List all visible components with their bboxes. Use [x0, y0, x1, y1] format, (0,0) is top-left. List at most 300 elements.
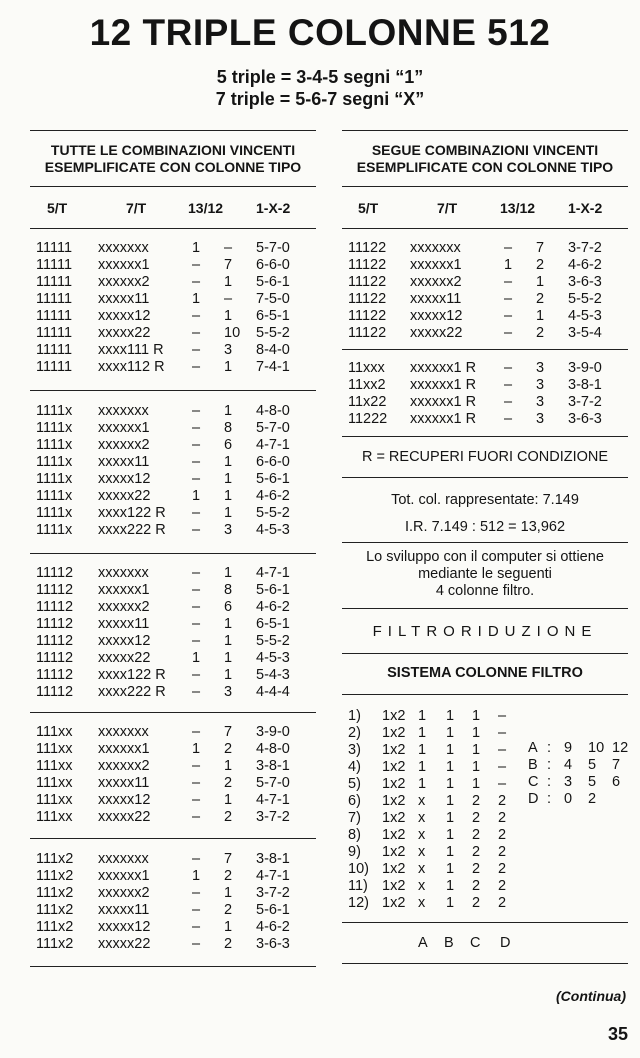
cell-5t: 11111 [36, 257, 73, 273]
cell-7t: xxxxx12 [98, 471, 151, 487]
legend-colon: : [547, 791, 552, 807]
cell-5t: 111xx [36, 775, 73, 791]
filter-a: x [418, 793, 426, 809]
filter-b: 1 [446, 810, 455, 826]
cell-13: – [192, 359, 201, 375]
cell-5t: 11112 [36, 667, 74, 683]
cell-13: – [192, 308, 201, 324]
filter-c: 1 [472, 776, 481, 792]
filter-d: – [498, 708, 507, 724]
cell-12: 3 [536, 394, 545, 410]
legend-v3: 7 [612, 757, 621, 773]
cell-12: 1 [224, 454, 233, 470]
cell-5t: 11x22 [348, 394, 387, 410]
cell-7t: xxxx112 R [98, 359, 165, 375]
cell-5t: 11112 [36, 565, 74, 581]
cell-13: – [192, 274, 201, 290]
cell-7t: xxxx111 R [98, 342, 164, 358]
filter-index: 5) [348, 776, 361, 792]
filter-a: 1 [418, 776, 427, 792]
divider [342, 922, 628, 923]
filter-a: x [418, 861, 426, 877]
left-group [36, 851, 316, 953]
cell-13: – [192, 599, 201, 615]
cell-12: 1 [224, 274, 233, 290]
cell-13: – [192, 522, 201, 538]
cell-13: – [504, 240, 513, 256]
cell-13: – [192, 902, 201, 918]
cell-7t: xxxx222 R [98, 684, 166, 700]
filter-c: 2 [472, 793, 481, 809]
filter-b: 1 [446, 708, 455, 724]
cell-12: 1 [224, 792, 233, 808]
legend-letter: C [528, 774, 539, 790]
cell-7t: xxxxx22 [410, 325, 463, 341]
left-header-5t: 5/T [47, 200, 68, 216]
cell-7t: xxxxxx2 [410, 274, 462, 290]
cell-5t: 11111 [36, 240, 73, 256]
cell-5t: 111xx [36, 809, 73, 825]
cell-1x2: 5-6-1 [256, 471, 290, 487]
divider [30, 966, 316, 967]
cell-5t: 11112 [36, 616, 74, 632]
cell-12: 1 [224, 650, 233, 666]
cell-7t: xxxxxx2 [98, 599, 150, 615]
cell-13: – [192, 454, 201, 470]
divider [342, 542, 628, 543]
cell-13: 1 [504, 257, 513, 273]
cell-13: – [192, 809, 201, 825]
cell-12: 10 [224, 325, 241, 341]
filter-index: 12) [348, 895, 369, 911]
legend-letter: D [528, 791, 539, 807]
cell-7t: xxxx122 R [98, 667, 166, 683]
cell-13: – [504, 325, 513, 341]
cell-12: 1 [224, 359, 233, 375]
legend-v3: 6 [612, 774, 621, 790]
cell-5t: 111x2 [36, 868, 74, 884]
filter-1x2: 1x2 [382, 725, 406, 741]
filter-c: 1 [472, 708, 481, 724]
cell-13: 1 [192, 741, 201, 757]
cell-7t: xxxxxx1 [98, 582, 150, 598]
cell-7t: xxxxxxx [98, 403, 149, 419]
filter-a: 1 [418, 742, 427, 758]
subtitle-line-1: 5 triple = 3-4-5 segni “1” [216, 67, 424, 87]
cell-12: 7 [536, 240, 545, 256]
cell-12: 1 [224, 505, 233, 521]
divider [342, 608, 628, 609]
cell-12: 3 [536, 411, 545, 427]
cell-13: – [192, 505, 201, 521]
cell-7t: xxxxxx1 R [410, 360, 477, 376]
filter-1x2: 1x2 [382, 878, 406, 894]
filter-b: 1 [446, 725, 455, 741]
filter-index: 11) [348, 878, 368, 894]
cell-7t: xxxxx11 [98, 291, 150, 307]
legend-v2: 10 [588, 740, 605, 756]
cell-13: – [192, 257, 201, 273]
page-number: 35 [607, 1024, 628, 1044]
abcd-labels [342, 935, 628, 953]
cell-5t: 111xx [36, 724, 73, 740]
sviluppo-line: mediante le seguenti [418, 566, 552, 582]
filter-c: 1 [472, 759, 481, 775]
cell-13: – [192, 403, 201, 419]
cell-12: 1 [536, 308, 545, 324]
cell-1x2: 4-7-1 [256, 868, 290, 884]
cell-5t: 11222 [348, 411, 388, 427]
sistema-title: SISTEMA COLONNE FILTRO [387, 665, 583, 681]
cell-5t: 1111x [36, 522, 73, 538]
divider [30, 838, 316, 839]
cell-1x2: 3-7-2 [256, 809, 290, 825]
legend-v3: 12 [612, 740, 629, 756]
filter-index: 10) [348, 861, 369, 877]
cell-7t: xxxxxx2 [98, 758, 150, 774]
cell-7t: xxxxx12 [98, 919, 151, 935]
legend-v1: 3 [564, 774, 573, 790]
filter-d: 2 [498, 844, 507, 860]
cell-1x2: 5-5-2 [256, 633, 290, 649]
cell-13: 1 [192, 291, 201, 307]
cell-7t: xxxxx11 [98, 454, 150, 470]
cell-1x2: 3-8-1 [256, 758, 290, 774]
cell-13: – [192, 724, 201, 740]
filter-a: x [418, 827, 426, 843]
legend-colon: : [547, 774, 552, 790]
filter-index: 6) [348, 793, 361, 809]
cell-7t: xxxx222 R [98, 522, 166, 538]
cell-1x2: 3-6-3 [256, 936, 290, 952]
cell-5t: 11122 [348, 308, 387, 324]
cell-12: 7 [224, 724, 233, 740]
filter-a: 1 [418, 708, 427, 724]
cell-12: 3 [224, 522, 233, 538]
filter-1x2: 1x2 [382, 810, 406, 826]
cell-1x2: 6-5-1 [256, 616, 290, 632]
cell-13: – [192, 684, 201, 700]
cell-7t: xxxxxx1 [98, 741, 150, 757]
cell-1x2: 3-6-3 [568, 274, 602, 290]
divider [342, 694, 628, 695]
cell-7t: xxxxxx1 R [410, 411, 477, 427]
abcd-a: A [418, 935, 428, 951]
cell-13: – [504, 394, 513, 410]
cell-1x2: 4-4-4 [256, 684, 290, 700]
filter-1x2: 1x2 [382, 708, 406, 724]
cell-1x2: 3-7-2 [568, 240, 602, 256]
cell-1x2: 4-5-3 [256, 522, 290, 538]
cell-12: 6 [224, 599, 233, 615]
filter-c: 2 [472, 844, 481, 860]
cell-12: 1 [224, 616, 233, 632]
cell-12: – [224, 291, 233, 307]
cell-1x2: 3-9-0 [256, 724, 290, 740]
cell-13: – [192, 792, 201, 808]
filter-c: 1 [472, 742, 481, 758]
filter-columns [342, 708, 634, 912]
cell-7t: xxxxx22 [98, 650, 151, 666]
cell-12: 6 [224, 437, 233, 453]
cell-1x2: 5-7-0 [256, 240, 290, 256]
cell-5t: 11111 [36, 325, 73, 341]
cell-12: 1 [224, 403, 233, 419]
cell-13: – [504, 308, 513, 324]
cell-12: 2 [224, 775, 233, 791]
cell-7t: xxxxxx2 [98, 437, 150, 453]
cell-12: 3 [536, 377, 545, 393]
cell-13: – [192, 582, 201, 598]
right-heading-line: ESEMPLIFICATE CON COLONNE TIPO [356, 159, 614, 175]
cell-13: – [192, 565, 201, 581]
cell-5t: 1111x [36, 420, 73, 436]
filter-index: 9) [348, 844, 361, 860]
cell-12: 1 [224, 308, 233, 324]
cell-12: 1 [224, 565, 233, 581]
cell-7t: xxxxxx2 [98, 274, 150, 290]
divider [30, 228, 316, 229]
cell-13: – [504, 360, 513, 376]
right-group [348, 240, 628, 342]
cell-13: – [192, 471, 201, 487]
cell-7t: xxxxx11 [410, 291, 462, 307]
divider [30, 130, 316, 131]
cell-1x2: 5-5-2 [256, 325, 290, 341]
cell-1x2: 4-7-1 [256, 792, 290, 808]
cell-7t: xxxxx12 [98, 633, 151, 649]
cell-5t: 1111x [36, 488, 73, 504]
cell-13: – [192, 437, 201, 453]
cell-12: 2 [224, 902, 233, 918]
cell-13: – [504, 274, 513, 290]
cell-13: – [192, 936, 201, 952]
legend-letter: A [528, 740, 538, 756]
subtitle-line-2: 7 triple = 5-6-7 segni “X” [215, 89, 425, 109]
filter-1x2: 1x2 [382, 827, 406, 843]
cell-1x2: 4-7-1 [256, 437, 290, 453]
filter-1x2: 1x2 [382, 759, 406, 775]
cell-1x2: 5-7-0 [256, 775, 290, 791]
cell-1x2: 4-7-1 [256, 565, 290, 581]
left-group [36, 240, 316, 376]
cell-1x2: 4-6-2 [256, 488, 290, 504]
filter-c: 2 [472, 895, 481, 911]
filter-d: – [498, 759, 507, 775]
cell-7t: xxxxx11 [98, 775, 150, 791]
filter-index: 2) [348, 725, 361, 741]
cell-7t: xxxxx11 [98, 616, 150, 632]
cell-1x2: 3-5-4 [568, 325, 602, 341]
cell-7t: xxxxxxx [98, 724, 149, 740]
cell-12: 1 [224, 919, 233, 935]
filter-c: 2 [472, 878, 481, 894]
cell-7t: xxxxxxx [98, 240, 149, 256]
cell-1x2: 6-6-0 [256, 454, 290, 470]
cell-7t: xxxxx11 [98, 902, 150, 918]
subtitle [0, 66, 640, 110]
left-heading-line: ESEMPLIFICATE CON COLONNE TIPO [44, 159, 302, 175]
divider [342, 349, 628, 350]
cell-5t: 11111 [36, 308, 73, 324]
cell-5t: 1111x [36, 403, 73, 419]
cell-5t: 111xx [36, 741, 73, 757]
legend-v1: 9 [564, 740, 573, 756]
cell-5t: 11122 [348, 257, 387, 273]
filter-d: – [498, 725, 507, 741]
cell-12: 8 [224, 582, 233, 598]
cell-13: – [192, 325, 201, 341]
right-header-1312: 13/12 [500, 200, 536, 216]
cell-1x2: 3-8-1 [256, 851, 290, 867]
cell-12: 2 [224, 936, 233, 952]
cell-1x2: 7-5-0 [256, 291, 290, 307]
cell-12: 1 [224, 488, 233, 504]
cell-12: 1 [224, 667, 233, 683]
cell-13: 1 [192, 488, 201, 504]
cell-1x2: 4-6-2 [256, 599, 290, 615]
cell-5t: 1111x [36, 437, 73, 453]
divider [342, 186, 628, 187]
cell-5t: 11xx2 [348, 377, 386, 393]
cell-7t: xxxx122 R [98, 505, 166, 521]
filter-b: 1 [446, 827, 455, 843]
filter-c: 2 [472, 861, 481, 877]
left-group [36, 565, 316, 701]
filter-d: 2 [498, 827, 507, 843]
cell-5t: 11112 [36, 582, 74, 598]
cell-13: – [504, 291, 513, 307]
cell-7t: xxxxxxx [410, 240, 461, 256]
filter-1x2: 1x2 [382, 793, 406, 809]
cell-5t: 111x2 [36, 885, 74, 901]
cell-12: 2 [536, 291, 545, 307]
cell-1x2: 5-6-1 [256, 582, 290, 598]
cell-5t: 11111 [36, 274, 73, 290]
filter-d: – [498, 776, 507, 792]
cell-5t: 111x2 [36, 919, 74, 935]
cell-5t: 1111x [36, 505, 73, 521]
filter-1x2: 1x2 [382, 861, 406, 877]
cell-12: 1 [224, 633, 233, 649]
filter-1x2: 1x2 [382, 844, 406, 860]
cell-13: – [192, 420, 201, 436]
cell-1x2: 3-9-0 [568, 360, 602, 376]
left-heading-line: TUTTE LE COMBINAZIONI VINCENTI [50, 142, 296, 158]
cell-7t: xxxxx22 [98, 325, 151, 341]
right-header-7t: 7/T [437, 200, 458, 216]
cell-5t: 111xx [36, 792, 73, 808]
cell-1x2: 6-6-0 [256, 257, 290, 273]
filter-b: 1 [446, 895, 455, 911]
cell-12: 1 [224, 471, 233, 487]
cell-12: 2 [536, 257, 545, 273]
cell-7t: xxxxx22 [98, 809, 151, 825]
cell-13: – [504, 377, 513, 393]
filter-a: x [418, 895, 426, 911]
divider [342, 963, 628, 964]
filter-b: 1 [446, 844, 455, 860]
filter-1x2: 1x2 [382, 776, 406, 792]
cell-5t: 111x2 [36, 936, 74, 952]
cell-1x2: 7-4-1 [256, 359, 290, 375]
filter-d: 2 [498, 793, 507, 809]
cell-5t: 111xx [36, 758, 73, 774]
filter-a: x [418, 878, 426, 894]
legend-v2: 2 [588, 791, 597, 807]
cell-5t: 11111 [36, 291, 73, 307]
cell-5t: 111x2 [36, 902, 74, 918]
cell-7t: xxxxx12 [410, 308, 463, 324]
page-title: 12 TRIPLE COLONNE 512 [89, 12, 551, 53]
left-heading [20, 142, 326, 176]
filter-1x2: 1x2 [382, 895, 406, 911]
cell-1x2: 5-6-1 [256, 902, 290, 918]
right-header-1x2: 1-X-2 [568, 200, 603, 216]
filter-d: 2 [498, 878, 507, 894]
filter-d: 2 [498, 810, 507, 826]
cell-7t: xxxxx12 [98, 308, 151, 324]
cell-5t: 1111x [36, 471, 73, 487]
cell-5t: 11112 [36, 684, 74, 700]
divider [342, 653, 628, 654]
cell-1x2: 3-8-1 [568, 377, 602, 393]
cell-1x2: 5-5-2 [568, 291, 602, 307]
cell-12: 2 [224, 741, 233, 757]
filter-c: 1 [472, 725, 481, 741]
filter-index: 8) [348, 827, 361, 843]
cell-12: 2 [224, 868, 233, 884]
filter-1x2: 1x2 [382, 742, 406, 758]
cell-13: – [192, 633, 201, 649]
cell-7t: xxxxxx2 [98, 885, 150, 901]
legend-colon: : [547, 740, 552, 756]
left-group [36, 724, 316, 826]
cell-13: 1 [192, 868, 201, 884]
cell-1x2: 3-7-2 [256, 885, 290, 901]
filter-b: 1 [446, 776, 455, 792]
filter-d: 2 [498, 895, 507, 911]
cell-13: – [192, 775, 201, 791]
cell-7t: xxxxx22 [98, 936, 151, 952]
cell-13: – [192, 616, 201, 632]
filter-c: 2 [472, 810, 481, 826]
cell-12: 7 [224, 257, 233, 273]
filter-a: x [418, 810, 426, 826]
cell-7t: xxxxxx1 [98, 868, 150, 884]
cell-1x2: 3-7-2 [568, 394, 602, 410]
cell-5t: 1111x [36, 454, 73, 470]
cell-1x2: 4-6-2 [568, 257, 602, 273]
legend-colon: : [547, 757, 552, 773]
legend-v2: 5 [588, 774, 597, 790]
cell-1x2: 8-4-0 [256, 342, 290, 358]
cell-13: – [504, 411, 513, 427]
abcd-c: C [470, 935, 481, 951]
cell-7t: xxxxxx1 R [410, 377, 477, 393]
cell-12: 3 [224, 684, 233, 700]
abcd-b: B [444, 935, 454, 951]
note-recuperi: R = RECUPERI FUORI CONDIZIONE [361, 449, 609, 465]
total-columns: Tot. col. rappresentate: 7.149 [391, 492, 579, 508]
divider [342, 228, 628, 229]
filter-index: 7) [348, 810, 361, 826]
left-header-1x2: 1-X-2 [256, 200, 291, 216]
filter-b: 1 [446, 861, 455, 877]
sviluppo-line: 4 colonne filtro. [435, 583, 535, 599]
cell-5t: 11111 [36, 342, 73, 358]
cell-1x2: 4-6-2 [256, 919, 290, 935]
